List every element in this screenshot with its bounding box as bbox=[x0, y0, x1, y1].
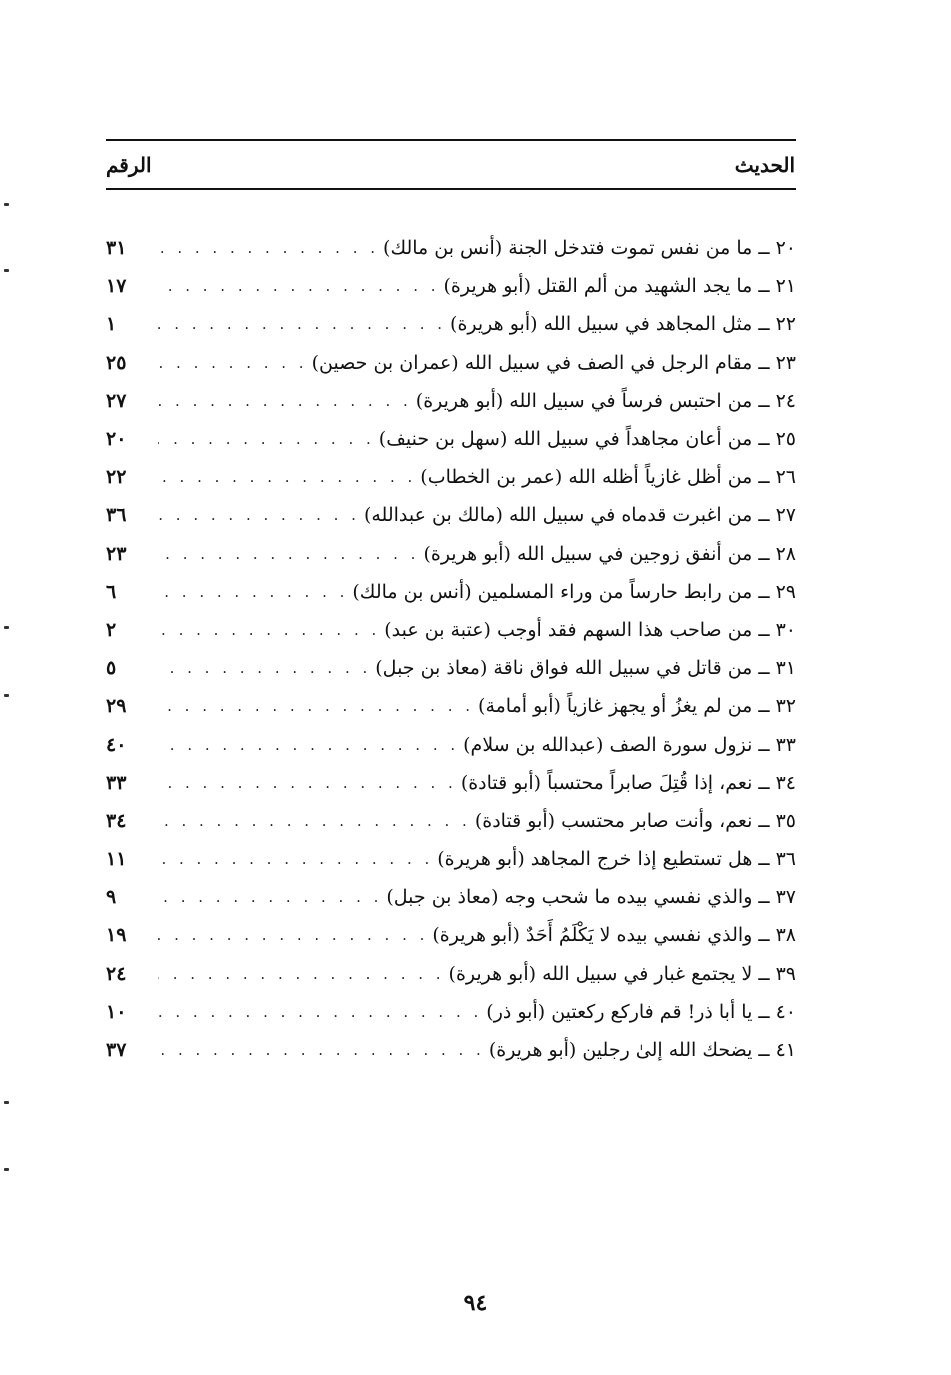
dot-leader bbox=[158, 962, 445, 986]
entry-page-number: ٦ bbox=[106, 580, 117, 603]
column-heading-hadith: الحديث bbox=[734, 153, 795, 177]
index-entry bbox=[106, 305, 796, 343]
entry-page-number: ٣٤ bbox=[106, 809, 127, 832]
dot-leader bbox=[158, 656, 371, 680]
entry-page-number: ٤٠ bbox=[106, 733, 127, 756]
entry-page-number: ١٠ bbox=[106, 1000, 127, 1023]
scan-speck bbox=[4, 694, 9, 697]
index-entry bbox=[106, 840, 796, 878]
index-entry bbox=[106, 725, 796, 763]
dot-leader bbox=[158, 923, 428, 947]
entry-page-number: ١٧ bbox=[106, 275, 127, 298]
dot-leader bbox=[158, 312, 446, 336]
entry-title: ٢٧ ــ من اغبرت قدماه في سبيل الله (مالك بن عبدالله) bbox=[363, 504, 796, 527]
entry-page-number: ٥ bbox=[106, 657, 117, 680]
entry-page-number: ٢٣ bbox=[106, 542, 127, 565]
index-entry bbox=[106, 229, 796, 267]
entry-page-number: ٢٧ bbox=[106, 389, 127, 412]
entry-page-number: ٢٩ bbox=[106, 695, 127, 718]
index-entry bbox=[106, 764, 796, 802]
entry-title: ٢٨ ــ من أنفق زوجين في سبيل الله (أبو هريرة) bbox=[423, 542, 796, 565]
header-bottom-rule bbox=[106, 188, 796, 190]
entry-title: ٣١ ــ من قاتل في سبيل الله فواق ناقة (معاذ بن جبل) bbox=[375, 657, 796, 680]
scan-speck bbox=[4, 1101, 9, 1104]
index-entry bbox=[106, 611, 796, 649]
entry-title: ٢٢ ــ مثل المجاهد في سبيل الله (أبو هريرة) bbox=[450, 313, 796, 336]
index-entry bbox=[106, 420, 796, 458]
dot-leader bbox=[158, 618, 380, 642]
scan-speck bbox=[4, 203, 9, 206]
dot-leader bbox=[158, 236, 379, 260]
entry-title: ٣٠ ــ من صاحب هذا السهم فقد أوجب (عتبة بن عبد) bbox=[384, 618, 796, 641]
index-entry bbox=[106, 496, 796, 534]
header-top-rule bbox=[106, 139, 796, 141]
entry-page-number: ٣٧ bbox=[106, 1039, 127, 1062]
entry-page-number: ٣٣ bbox=[106, 771, 127, 794]
entry-page-number: ٢٢ bbox=[106, 466, 127, 489]
dot-leader bbox=[158, 542, 419, 566]
dot-leader bbox=[158, 733, 459, 757]
entry-title: ٣٩ ــ لا يجتمع غبار في سبيل الله (أبو هريرة) bbox=[448, 962, 796, 985]
entry-page-number: ١ bbox=[106, 313, 117, 336]
entry-page-number: ٢٥ bbox=[106, 351, 127, 374]
entry-title: ٣٦ ــ هل تستطيع إذا خرج المجاهد (أبو هريرة) bbox=[437, 848, 796, 871]
dot-leader bbox=[158, 885, 382, 909]
index-entry bbox=[106, 802, 796, 840]
index-entry bbox=[106, 649, 796, 687]
entry-title: ٢٤ ــ من احتبس فرساً في سبيل الله (أبو هريرة) bbox=[415, 389, 796, 412]
entry-page-number: ٢٠ bbox=[106, 428, 127, 451]
dot-leader bbox=[158, 274, 440, 298]
entry-page-number: ٩ bbox=[106, 886, 117, 909]
scan-speck bbox=[4, 626, 9, 629]
dot-leader bbox=[158, 771, 457, 795]
index-entry bbox=[106, 687, 796, 725]
index-entry bbox=[106, 1031, 796, 1069]
entry-title: ٤١ ــ يضحك الله إلىٰ رجلين (أبو هريرة) bbox=[488, 1039, 796, 1062]
entry-title: ٣٨ ــ والذي نفسي بيده لا يَكْلَمُ أَحَدٌ (أبو هريرة) bbox=[432, 924, 796, 947]
dot-leader bbox=[158, 1038, 485, 1062]
index-entry bbox=[106, 916, 796, 954]
dot-leader bbox=[158, 503, 360, 527]
entry-title: ٢٦ ــ من أظل غازياً أظله الله (عمر بن الخطاب) bbox=[420, 466, 796, 489]
hadith-index-list bbox=[106, 229, 796, 1069]
entry-title: ٢٣ ــ مقام الرجل في الصف في سبيل الله (عمران بن حصين) bbox=[311, 351, 796, 374]
dot-leader bbox=[158, 580, 348, 604]
entry-page-number: ٣٦ bbox=[106, 504, 127, 527]
index-entry bbox=[106, 993, 796, 1031]
entry-title: ٢١ ــ ما يجد الشهيد من ألم القتل (أبو هريرة) bbox=[443, 275, 796, 298]
index-entry bbox=[106, 573, 796, 611]
entry-title: ٣٣ ــ نزول سورة الصف (عبدالله بن سلام) bbox=[463, 733, 796, 756]
dot-leader bbox=[158, 465, 416, 489]
dot-leader bbox=[158, 427, 375, 451]
entry-page-number: ١٩ bbox=[106, 924, 127, 947]
index-entry bbox=[106, 535, 796, 573]
index-entry bbox=[106, 344, 796, 382]
entry-title: ٢٥ ــ من أعان مجاهداً في سبيل الله (سهل بن حنيف) bbox=[378, 428, 796, 451]
index-entry bbox=[106, 878, 796, 916]
index-entry bbox=[106, 955, 796, 993]
entry-title: ٣٧ ــ والذي نفسي بيده ما شحب وجه (معاذ بن جبل) bbox=[386, 886, 796, 909]
entry-title: ٣٢ ــ من لم يغزُ أو يجهز غازياً (أبو أمامة) bbox=[478, 695, 796, 718]
index-entry bbox=[106, 382, 796, 420]
dot-leader bbox=[158, 389, 412, 413]
page-number: ٩٤ bbox=[463, 1290, 488, 1316]
index-entry bbox=[106, 267, 796, 305]
entry-title: ٣٤ ــ نعم، إذا قُتِلَ صابراً محتسباً (أبو قتادة) bbox=[460, 771, 796, 794]
dot-leader bbox=[158, 809, 471, 833]
scan-speck bbox=[4, 269, 9, 272]
dot-leader bbox=[158, 847, 433, 871]
dot-leader bbox=[158, 694, 474, 718]
entry-title: ٤٠ ــ يا أبا ذر! قم فاركع ركعتين (أبو ذر) bbox=[486, 1000, 796, 1023]
entry-page-number: ٢ bbox=[106, 618, 117, 641]
entry-title: ٣٥ ــ نعم، وأنت صابر محتسب (أبو قتادة) bbox=[474, 809, 796, 832]
entry-page-number: ٢٤ bbox=[106, 962, 127, 985]
entry-page-number: ١١ bbox=[106, 848, 127, 871]
scan-speck bbox=[4, 1168, 9, 1171]
entry-title: ٢٠ ــ ما من نفس تموت فتدخل الجنة (أنس بن مالك) bbox=[383, 237, 796, 260]
entry-page-number: ٣١ bbox=[106, 237, 127, 260]
index-entry bbox=[106, 458, 796, 496]
column-heading-number: الرقم bbox=[106, 153, 152, 177]
dot-leader bbox=[158, 351, 308, 375]
dot-leader bbox=[158, 1000, 482, 1024]
entry-title: ٢٩ ــ من رابط حارساً من وراء المسلمين (أنس بن مالك) bbox=[352, 580, 796, 603]
